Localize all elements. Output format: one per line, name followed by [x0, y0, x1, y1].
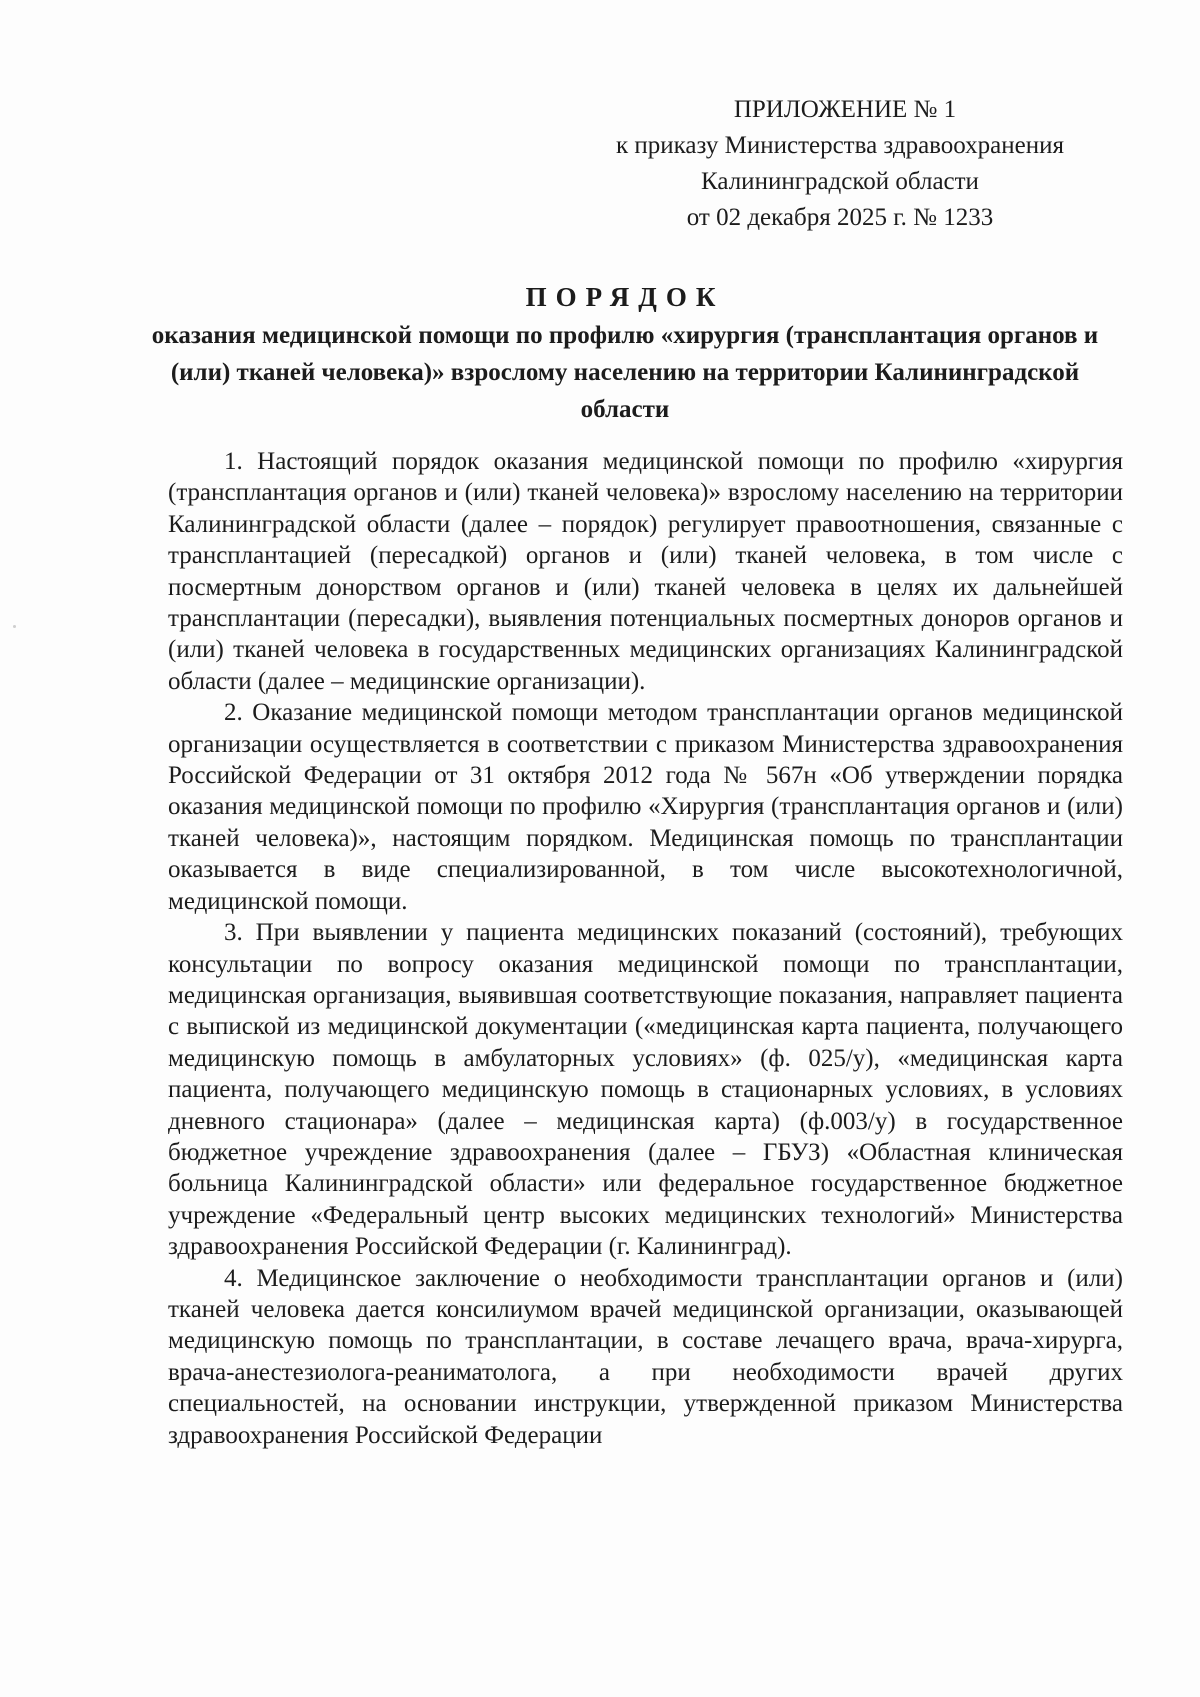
appendix-title: ПРИЛОЖЕНИЕ № 1 — [733, 96, 957, 123]
document-subtitle: оказания медицинской помощи по профилю «хирургия (трансплантация органов и (или) тканей человека)» взрослому населению на территории Калининградской области — [151, 322, 1099, 423]
appendix-order-ref: к приказу Министерства здравоохранения — [615, 132, 1065, 159]
paragraph-1: 1. Настоящий порядок оказания медицинской помощи по профилю «хирургия (трансплантация органов и (или) тканей человека)» взрослому населению на территории Калининградской области (далее – порядок) регулирует правоотношения, связанные с трансплантацией (пересадкой) органов и (или) тканей человека, в том числе с посмертным донорством органов и (или) тканей человека в целях их дальнейшей трансплантации (пересадки), выявления потенциальных посмертных доноров органов и (или) тканей человека в государственных медицинских организациях Калининградской области (далее – медицинские организации). — [168, 448, 1123, 695]
appendix-date-number: от 02 декабря 2025 г. № 1233 — [686, 204, 994, 231]
document-title-block — [130, 277, 1120, 428]
paragraph-3: 3. При выявлении у пациента медицинских показаний (состояний), требующих консультации по вопросу оказания медицинской помощи по трансплантации, медицинская организация, выявившая соответствующие показания, направляет пациента с выпиской из медицинской документации («медицинская карта пациента, получающего медицинскую помощь в амбулаторных условиях» (ф. 025/у), «медицинская карта пациента, получающего медицинскую помощь в стационарных условиях, в условиях дневного стационара» (далее – медицинская карта) (ф.003/у) в государственное бюджетное учреждение здравоохранения (далее – ГБУЗ) «Областная клиническая больница Калининградской области» или федеральное государственное бюджетное учреждение «Федеральный центр высоких медицинских технологий» Министерства здравоохранения Российской Федерации (г. Калининград). — [168, 919, 1123, 1261]
document-body — [168, 446, 1123, 1451]
appendix-header — [560, 92, 1120, 236]
paragraph-2: 2. Оказание медицинской помощи методом трансплантации органов медицинской организации осуществляется в соответствии с приказом Министерства здравоохранения Российской Федерации от 31 октября 2012 года № 567н «Об утверждении порядка оказания медицинской помощи по профилю «Хирургия (трансплантация органов и (или) тканей человека)», настоящим порядком. Медицинская помощь по трансплантации оказывается в виде специализированной, в том числе высокотехнологичной, медицинской помощи. — [168, 699, 1123, 915]
paragraph-4: 4. Медицинское заключение о необходимости трансплантации органов и (или) тканей человека дается консилиумом врачей медицинской организации, оказывающей медицинскую помощь по трансплантации, в составе лечащего врача, врача-хирурга, врача-анестезиолога-реаниматолога, а при необходимости врачей других специальностей, на основании инструкции, утвержденной приказом Министерства здравоохранения Российской Федерации — [168, 1264, 1123, 1449]
document-title: ПОРЯДОК — [525, 282, 725, 312]
scan-artifact — [13, 625, 16, 628]
appendix-region: Калининградской области — [701, 168, 979, 195]
